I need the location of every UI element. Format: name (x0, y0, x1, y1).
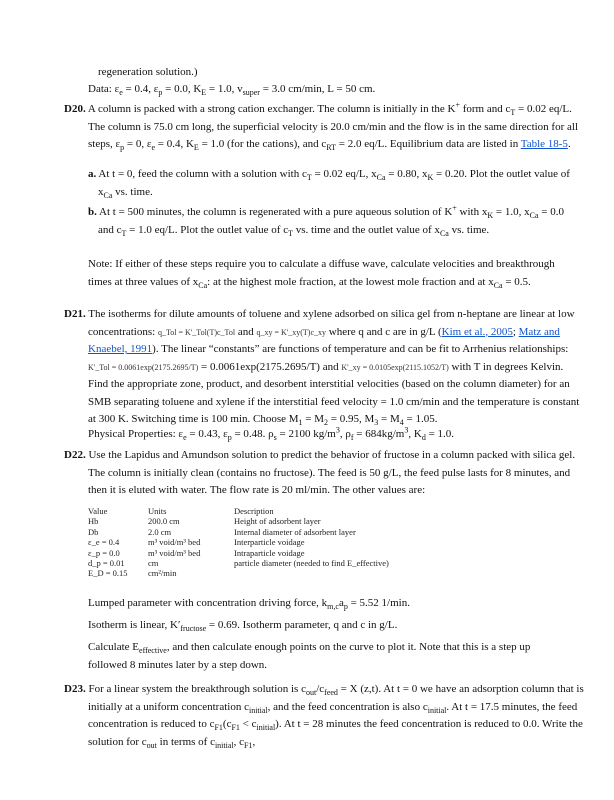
d22-lumped-parameter: Lumped parameter with concentration driving force, $k_{m,c}a_p = 5.52$ 1/min. (88, 597, 410, 612)
problem-d22: D22. Use the Lapidus and Amundson solution to predict the behavior of fructose in a column packed with silica gel. The column is initially clean (contains no fructose). The feed is 50 g/L, the feed pulse lasts for 8 minutes, and then it is eluted with water. The flow rate is 20 ml/min. The other values are: (64, 449, 576, 496)
toluene-isotherm-formula: q_Tol = K'_Tol(T)c_Tol (157, 327, 236, 337)
table-row (88, 537, 389, 547)
table-cell: E_D = 0.15 (88, 568, 128, 579)
table-row (88, 527, 389, 537)
d20-part-a: a. At t = 0, feed the column with a solution with $c_T = 0.02$ eq/L, $x_{Ca} = 0.80$, $x_K = 0.20$. Plot the outlet value of $x_{Ca}$ vs. time. (88, 168, 570, 200)
table-cell: cm²/min (148, 568, 177, 579)
header-value: Value (88, 506, 108, 516)
table-cell: ε_p = 0.0 (88, 547, 120, 558)
xylene-isotherm-formula: q_xy = K'_xy(T)c_xy (256, 327, 326, 337)
table-cell: particle diameter (needed to find E_effective) (234, 558, 389, 569)
d22-calculate: Calculate $E_{effective}$, and then calculate enough points on the curve to plot it. Note that this is a step up followed 8 minutes later by a step down. (88, 641, 531, 671)
table-cell: Height of adsorbent layer (234, 516, 321, 527)
table-row (88, 568, 389, 578)
xylene-arrhenius-formula: K'_xy = 0.0105exp(2115.1052/T) (341, 362, 449, 372)
table-cell: ε_e = 0.4 (88, 537, 120, 548)
table-cell: d_p = 0.01 (88, 558, 125, 569)
table-cell: cm (148, 558, 159, 569)
d20-part-b: b. At t = 500 minutes, the column is regenerated with a pure aqueous solution of K+ with $x_K = 1.0$, $x_{Ca} = 0.0$ and $c_T = 1.0$ eq/L. Plot the outlet value of $c_T$ vs. time and the outlet value of $x_{Ca}$ vs. time. (88, 203, 564, 238)
ref-kim-2005-link[interactable]: Kim et al., 2005 (441, 325, 513, 338)
table-cell: 2.0 cm (148, 526, 172, 537)
table-cell: m³ void/m³ bed (148, 537, 201, 548)
table-cell: m³ void/m³ bed (148, 547, 201, 558)
d21-physical-properties: Physical Properties: $\varepsilon_e = 0.43$, $\varepsilon_p = 0.48$. $\rho_s = 2100$ $kg/m^3$, $\rho_f = 684kg/m^3$, $K_d = 1.0$. (88, 425, 455, 443)
table-row (88, 558, 389, 568)
ref-matz-1991-link[interactable]: Matz and Knaebel, 1991 (88, 325, 560, 355)
d22-values-table (88, 506, 389, 579)
problem-d20: D20. A column is packed with a strong cation exchanger. The column is initially in the K+ form and $c_T = 0.02$ eq/L. The column is 75.0 cm long, the superficial velocity is 20.0 cm/min and the flow is in the same direction for all steps, $\varepsilon_p = 0$, $\varepsilon_e = 0.4$, $K_E = 1.0$ (for the cations), and $c_{RT} = 2.0$ eq/L. Equilibrium data are listed in Table 18-5. (64, 100, 578, 153)
table-cell: 200.0 cm (148, 516, 180, 527)
problem-d21: D21. The isotherms for dilute amounts of toluene and xylene adsorbed on silica gel from n-heptane are linear at low concentrations: q_Tol = K'_Tol(T)c_Tol and q_xy = K'_xy(T)c_xy where q and c are in g/L (Kim et al., 2005; Matz and Knaebel, 1991). The linear “constants” are functions of temperature and can be fit to Arrhenius relationships: K'_Tol = 0.0061exp(2175.2695/T) = 0.0061exp(2175.2695/T) and K'_xy = 0.0105exp(2115.1052/T) with T in degrees Kelvin. Find the appropriate zone, product, and desorbent interstitial velocities (based on the column diameter) for an SMB separating toluene and xylene if the interstitial feed velocity = 1.0 cm/min and the temperature is constant at 300 K. Switching time is 100 min. Choose $M_1 = M_2 = 0.95$, $M_3 = M_4 = 1.05$. (64, 308, 580, 428)
table-header-row (88, 506, 389, 516)
table-row (88, 516, 389, 526)
header-description: Description (234, 506, 274, 516)
table-row (88, 548, 389, 558)
table-cell: Interparticle voidage (234, 537, 305, 548)
toluene-arrhenius-formula: K'_Tol = 0.0061exp(2175.2695/T) (88, 362, 199, 372)
table-cell: Internal diameter of adsorbent layer (234, 526, 356, 537)
table-cell: Db (88, 526, 99, 537)
data-line: Data: $\varepsilon_e = 0.4$, $\varepsilon_p = 0.0$, $K_E = 1.0$, $v_{super} = 3.0$ cm/min, L = 50 cm. (88, 83, 376, 98)
d20-note: Note: If either of these steps require you to calculate a diffuse wave, calculate velocities and breakthrough times at three values of $x_{Ca}$: at the highest mole fraction, at the lowest mole fraction and at $x_{Ca} = 0.5$. (88, 258, 555, 290)
problem-d23: D23. For a linear system the breakthrough solution is $c_{out}/c_{feed} = X$ (z,t). At t = 0 we have an adsorption column that is initially at a uniform concentration $c_{initial}$, and the feed concentration is also $c_{initial}$. At t = 17.5 minutes, the feed concentration is reduced to $c_{F1}(c_{F1} < c_{initial})$. At t = 28 minutes the feed concentration is reduced to 0.0. Write the solution for $c_{out}$ in terms of $c_{initial}$, $c_{F1}$, (64, 683, 584, 750)
header-units: Units (148, 506, 167, 516)
table-cell: Intraparticle voidage (234, 547, 305, 558)
table-18-5-link[interactable]: Table 18-5 (520, 138, 568, 150)
table-cell (234, 568, 389, 578)
table-cell: Hb (88, 516, 99, 527)
regeneration-line: regeneration solution.) (98, 66, 198, 78)
d22-isotherm: Isotherm is linear, $K'_{fructose} = 0.69$. Isotherm parameter, q and c in g/L. (88, 619, 398, 634)
